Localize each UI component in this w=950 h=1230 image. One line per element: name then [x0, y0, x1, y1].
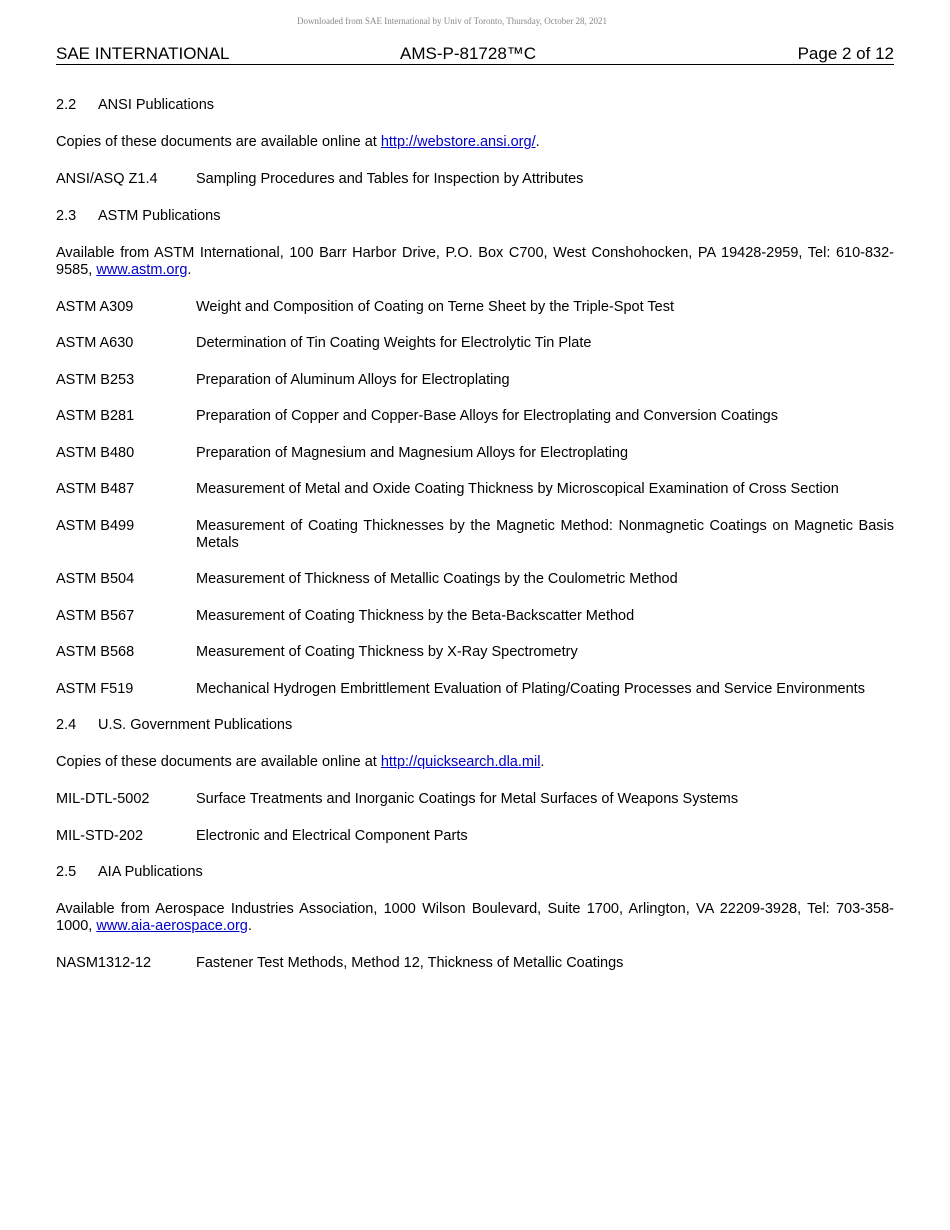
reference-title: Surface Treatments and Inorganic Coatings for Metal Surfaces of Weapons Systems	[196, 791, 739, 807]
reference-row	[56, 644, 894, 661]
reference-code: ASTM B281	[56, 408, 135, 424]
reference-row	[56, 681, 894, 698]
section-heading-ansi	[56, 97, 894, 114]
reference-title: Mechanical Hydrogen Embrittlement Evaluation of Plating/Coating Processes and Service Environments	[196, 680, 865, 697]
reference-title: Fastener Test Methods, Method 12, Thickness of Metallic Coatings	[196, 955, 624, 971]
section-number: 2.4	[56, 717, 77, 733]
reference-code: ASTM B567	[56, 607, 135, 624]
header-page-number: Page 2 of 12	[797, 44, 894, 63]
reference-code: ASTM A309	[56, 298, 134, 315]
availability-end: .	[247, 918, 252, 934]
section-heading-aia	[56, 864, 894, 881]
section-title: U.S. Government Publications	[98, 717, 293, 733]
reference-title: Preparation of Aluminum Alloys for Electroplating	[196, 371, 510, 388]
availability-text: Available from Aerospace Industries Association, 1000 Wilson Boulevard, Suite 1700, Arlington, VA 22209-3928, Tel: 703-358-1000,	[56, 901, 894, 934]
reference-row	[56, 828, 894, 845]
reference-row	[56, 955, 894, 972]
availability-end: .	[535, 134, 540, 150]
aia-website-link[interactable]: www.aia-aerospace.org	[96, 918, 248, 934]
reference-code: MIL-STD-202	[56, 827, 144, 844]
section-title: ASTM Publications	[98, 207, 221, 224]
reference-code: ASTM B504	[56, 571, 135, 587]
reference-title: Weight and Composition of Coating on Terne Sheet by the Triple-Spot Test	[196, 298, 674, 315]
section-title: AIA Publications	[98, 864, 203, 880]
reference-row	[56, 571, 894, 588]
availability-text: Available from ASTM International, 100 Barr Harbor Drive, P.O. Box C700, West Conshohocken, PA 19428-2959, Tel: 610-832-9585,	[56, 244, 894, 278]
aia-availability	[56, 901, 894, 935]
document-body	[56, 97, 894, 992]
reference-title: Sampling Procedures and Tables for Inspection by Attributes	[196, 171, 584, 187]
header-publisher: SAE INTERNATIONAL	[56, 44, 230, 63]
reference-code: ASTM B253	[56, 371, 135, 388]
reference-title: Measurement of Coating Thickness by X-Ray Spectrometry	[196, 644, 578, 660]
reference-title: Electronic and Electrical Component Parts	[196, 827, 468, 844]
reference-title: Preparation of Copper and Copper-Base Alloys for Electroplating and Conversion Coatings	[196, 408, 778, 424]
section-number: 2.3	[56, 207, 77, 224]
reference-code: ASTM A630	[56, 335, 134, 351]
astm-website-link[interactable]: www.astm.org	[96, 261, 188, 278]
astm-availability	[56, 245, 894, 279]
reference-title: Determination of Tin Coating Weights for Electrolytic Tin Plate	[196, 335, 592, 351]
reference-row	[56, 335, 894, 352]
download-watermark: Downloaded from SAE International by Univ of Toronto, Thursday, October 28, 2021	[297, 16, 607, 26]
page-header	[56, 44, 894, 65]
ansi-availability	[56, 134, 894, 151]
reference-code: ASTM B499	[56, 517, 135, 534]
reference-row	[56, 791, 894, 808]
section-heading-astm	[56, 208, 894, 225]
reference-row	[56, 608, 894, 625]
availability-end: .	[187, 261, 192, 278]
section-title: ANSI Publications	[98, 97, 215, 113]
reference-code: ASTM B480	[56, 444, 135, 461]
reference-row	[56, 171, 894, 188]
section-number: 2.5	[56, 864, 77, 880]
section-number: 2.2	[56, 97, 77, 113]
reference-row	[56, 372, 894, 389]
quicksearch-link[interactable]: http://quicksearch.dla.mil	[380, 754, 541, 770]
reference-row	[56, 518, 894, 552]
reference-title: Measurement of Coating Thickness by the Beta-Backscatter Method	[196, 607, 635, 624]
reference-row	[56, 299, 894, 316]
reference-code: ASTM B487	[56, 481, 135, 497]
availability-end: .	[540, 754, 545, 770]
reference-title: Preparation of Magnesium and Magnesium Alloys for Electroplating	[196, 444, 629, 461]
reference-row	[56, 445, 894, 462]
header-document-number: AMS-P-81728™C	[400, 44, 537, 63]
reference-title: Measurement of Metal and Oxide Coating Thickness by Microscopical Examination of Cross Section	[196, 481, 839, 497]
reference-code: ASTM B568	[56, 644, 135, 660]
reference-title: Measurement of Coating Thicknesses by the Magnetic Method: Nonmagnetic Coatings on Magnetic Basis Metals	[196, 517, 894, 551]
reference-code: MIL-DTL-5002	[56, 791, 150, 807]
reference-row	[56, 408, 894, 425]
reference-code: ANSI/ASQ Z1.4	[56, 171, 158, 187]
reference-code: ASTM F519	[56, 680, 134, 697]
ansi-webstore-link[interactable]: http://webstore.ansi.org/	[380, 134, 536, 150]
reference-title: Measurement of Thickness of Metallic Coatings by the Coulometric Method	[196, 571, 678, 587]
section-heading-usgov	[56, 717, 894, 734]
reference-code: NASM1312-12	[56, 955, 152, 971]
usgov-availability	[56, 754, 894, 771]
reference-row	[56, 481, 894, 498]
availability-text: Copies of these documents are available online at	[56, 754, 381, 770]
availability-text: Copies of these documents are available online at	[56, 134, 381, 150]
